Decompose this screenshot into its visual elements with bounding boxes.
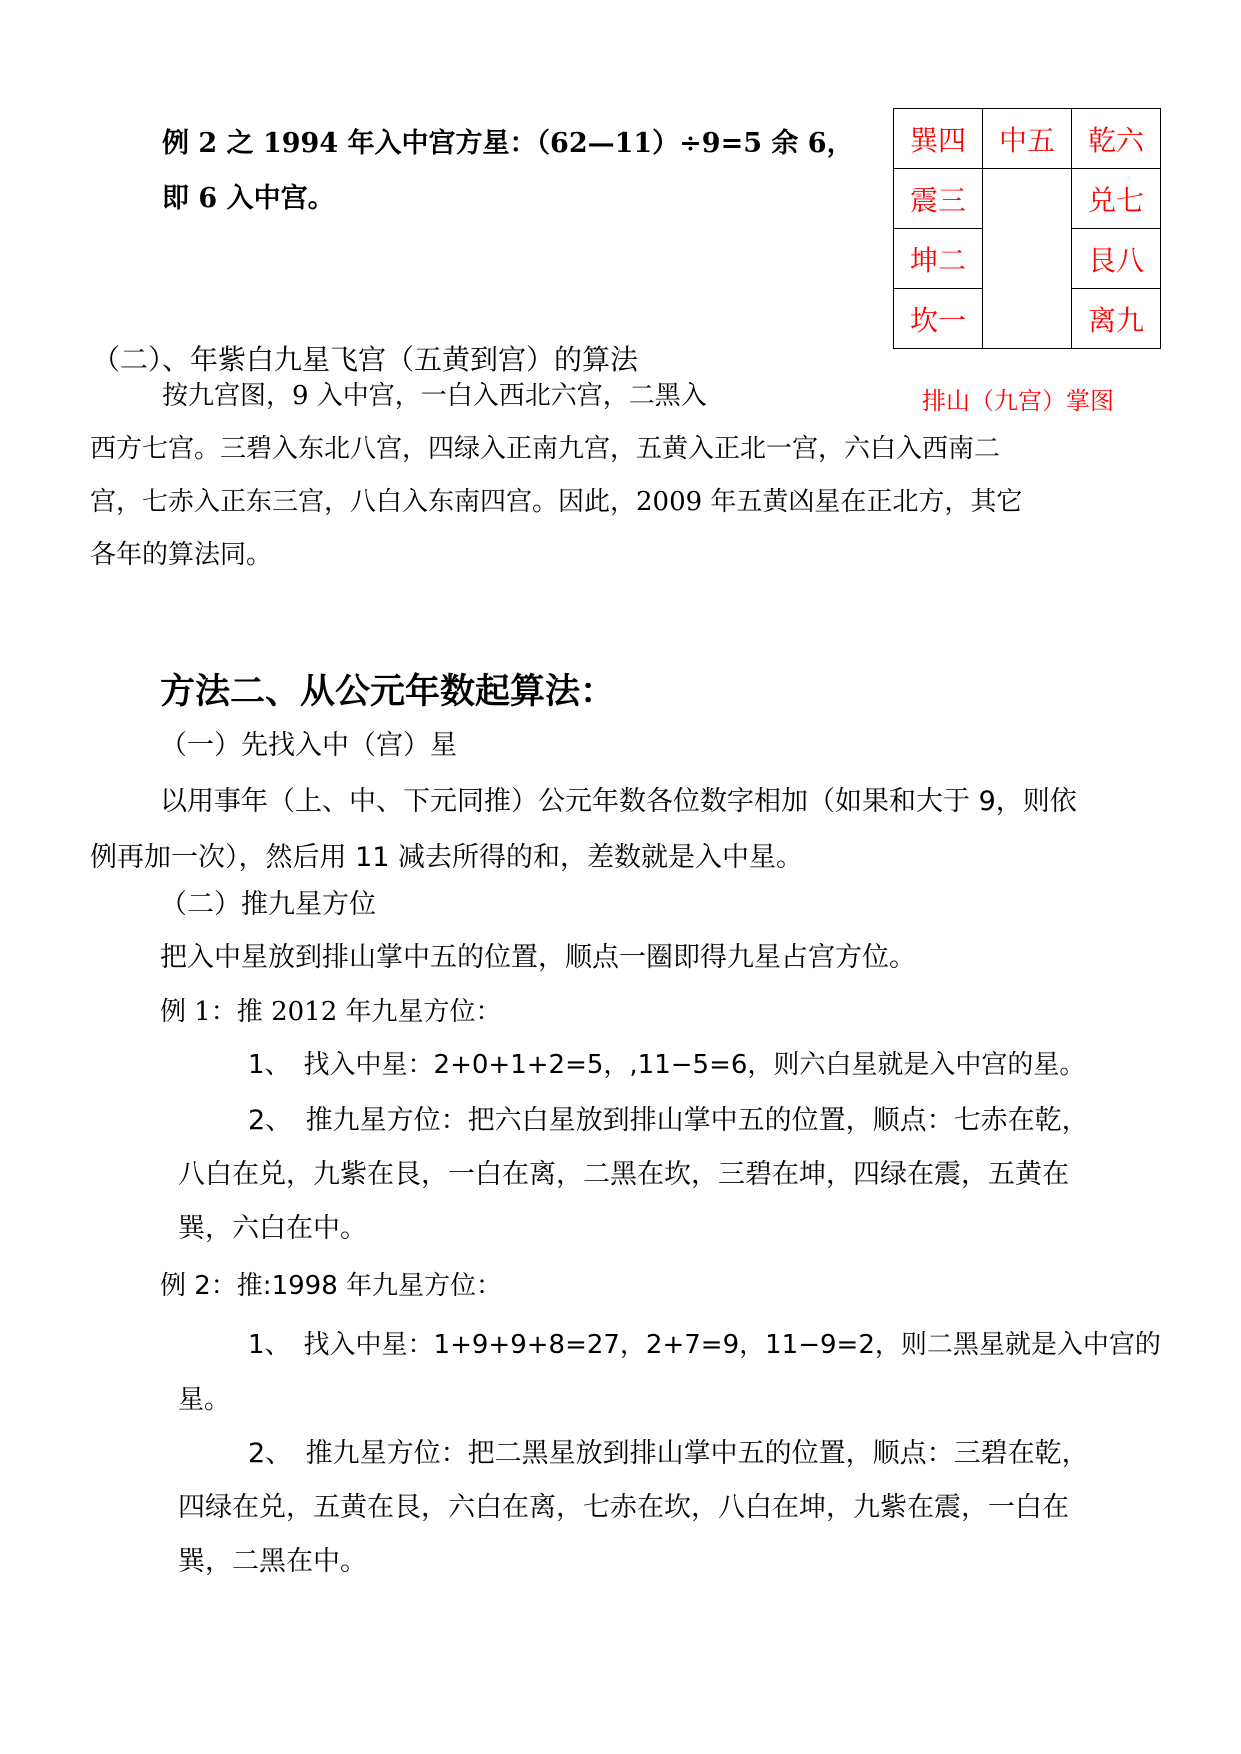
top-example-line-1: 例 2 之 1994 年入中宫方星：（62—11）÷9=5 余 6， (162, 128, 854, 159)
method-title: 方法二、从公元年数起算法： (160, 672, 616, 712)
method-desc (90, 774, 1077, 886)
method-sub2-desc: 把入中星放到排山掌中五的位置，顺点一圈即得九星占宫方位。 (160, 942, 916, 973)
palace-cell-empty (983, 169, 1072, 229)
palace-cell-empty (983, 229, 1072, 289)
palace-table (893, 108, 1161, 349)
section-body (90, 370, 1022, 582)
palace-cell-li: 离九 (1072, 289, 1161, 349)
example2-step1-line: 星。 (178, 1385, 231, 1415)
section-body-line: 西方七宫。三碧入东北八宫，四绿入正南九宫，五黄入正北一宫，六白入西南二 (90, 434, 1001, 464)
example2-step2-line: 巽，二黑在中。 (178, 1546, 367, 1577)
example1-step2-line: 八白在兑，九紫在艮，一白在离，二黑在坎，三碧在坤，四绿在震，五黄在 (178, 1159, 1069, 1190)
example1-step2-line: 巽，六白在中。 (178, 1213, 367, 1244)
palace-cell-dui: 兑七 (1072, 169, 1161, 229)
example2-title: 例 2：推:1998 年九星方位： (160, 1271, 502, 1301)
method-sub1: （一）先找入中（宫）星 (160, 730, 457, 761)
palace-cell-empty (983, 289, 1072, 349)
palace-table-caption: 排山（九宫）掌图 (922, 387, 1114, 415)
example2-step2-line: 2、 推九星方位：把二黑星放到排山掌中五的位置，顺点：三碧在乾， (248, 1438, 1089, 1469)
top-example-line-2: 即 6 入中宫。 (162, 183, 335, 214)
section-body-line: 各年的算法同。 (90, 540, 273, 570)
example1-step2 (178, 1094, 1089, 1256)
palace-row (894, 229, 1161, 289)
example1-step2-line: 2、 推九星方位：把六白星放到排山掌中五的位置，顺点：七赤在乾， (248, 1105, 1089, 1136)
palace-cell-zhen: 震三 (894, 169, 983, 229)
example1-step1: 1、 找入中星：2+0+1+2=5，,11−5=6，则六白星就是入中宫的星。 (248, 1050, 1086, 1080)
palace-cell-kun: 坤二 (894, 229, 983, 289)
method-sub2: （二）推九星方位 (160, 889, 376, 920)
example2-step2 (178, 1427, 1089, 1589)
palace-cell-center: 中五 (983, 109, 1072, 169)
section-heading: （二）、年紫白九星飞宫（五黄到宫）的算法 (92, 343, 639, 376)
method-desc-line: 例再加一次），然后用 11 减去所得的和，差数就是入中星。 (90, 842, 804, 873)
example1-title: 例 1：推 2012 年九星方位： (160, 997, 502, 1027)
palace-cell-qian: 乾六 (1072, 109, 1161, 169)
palace-row (894, 169, 1161, 229)
palace-row (894, 109, 1161, 169)
palace-cell-gen: 艮八 (1072, 229, 1161, 289)
palace-row (894, 289, 1161, 349)
example2-step2-line: 四绿在兑，五黄在艮，六白在离，七赤在坎，八白在坤，九紫在震，一白在 (178, 1492, 1069, 1523)
example2-step1 (178, 1318, 1161, 1428)
section-body-line: 按九宫图，9 入中宫，一白入西北六宫，二黑入 (162, 381, 707, 411)
top-example (162, 116, 854, 226)
section-body-line: 宫，七赤入正东三宫，八白入东南四宫。因此，2009 年五黄凶星在正北方，其它 (90, 487, 1023, 517)
example2-step1-line: 1、 找入中星：1+9+9+8=27，2+7=9，11−9=2，则二黑星就是入中宫的 (248, 1330, 1161, 1360)
palace-cell-kan: 坎一 (894, 289, 983, 349)
method-desc-line: 以用事年（上、中、下元同推）公元年数各位数字相加（如果和大于 9，则依 (160, 786, 1077, 817)
palace-cell-xun: 巽四 (894, 109, 983, 169)
